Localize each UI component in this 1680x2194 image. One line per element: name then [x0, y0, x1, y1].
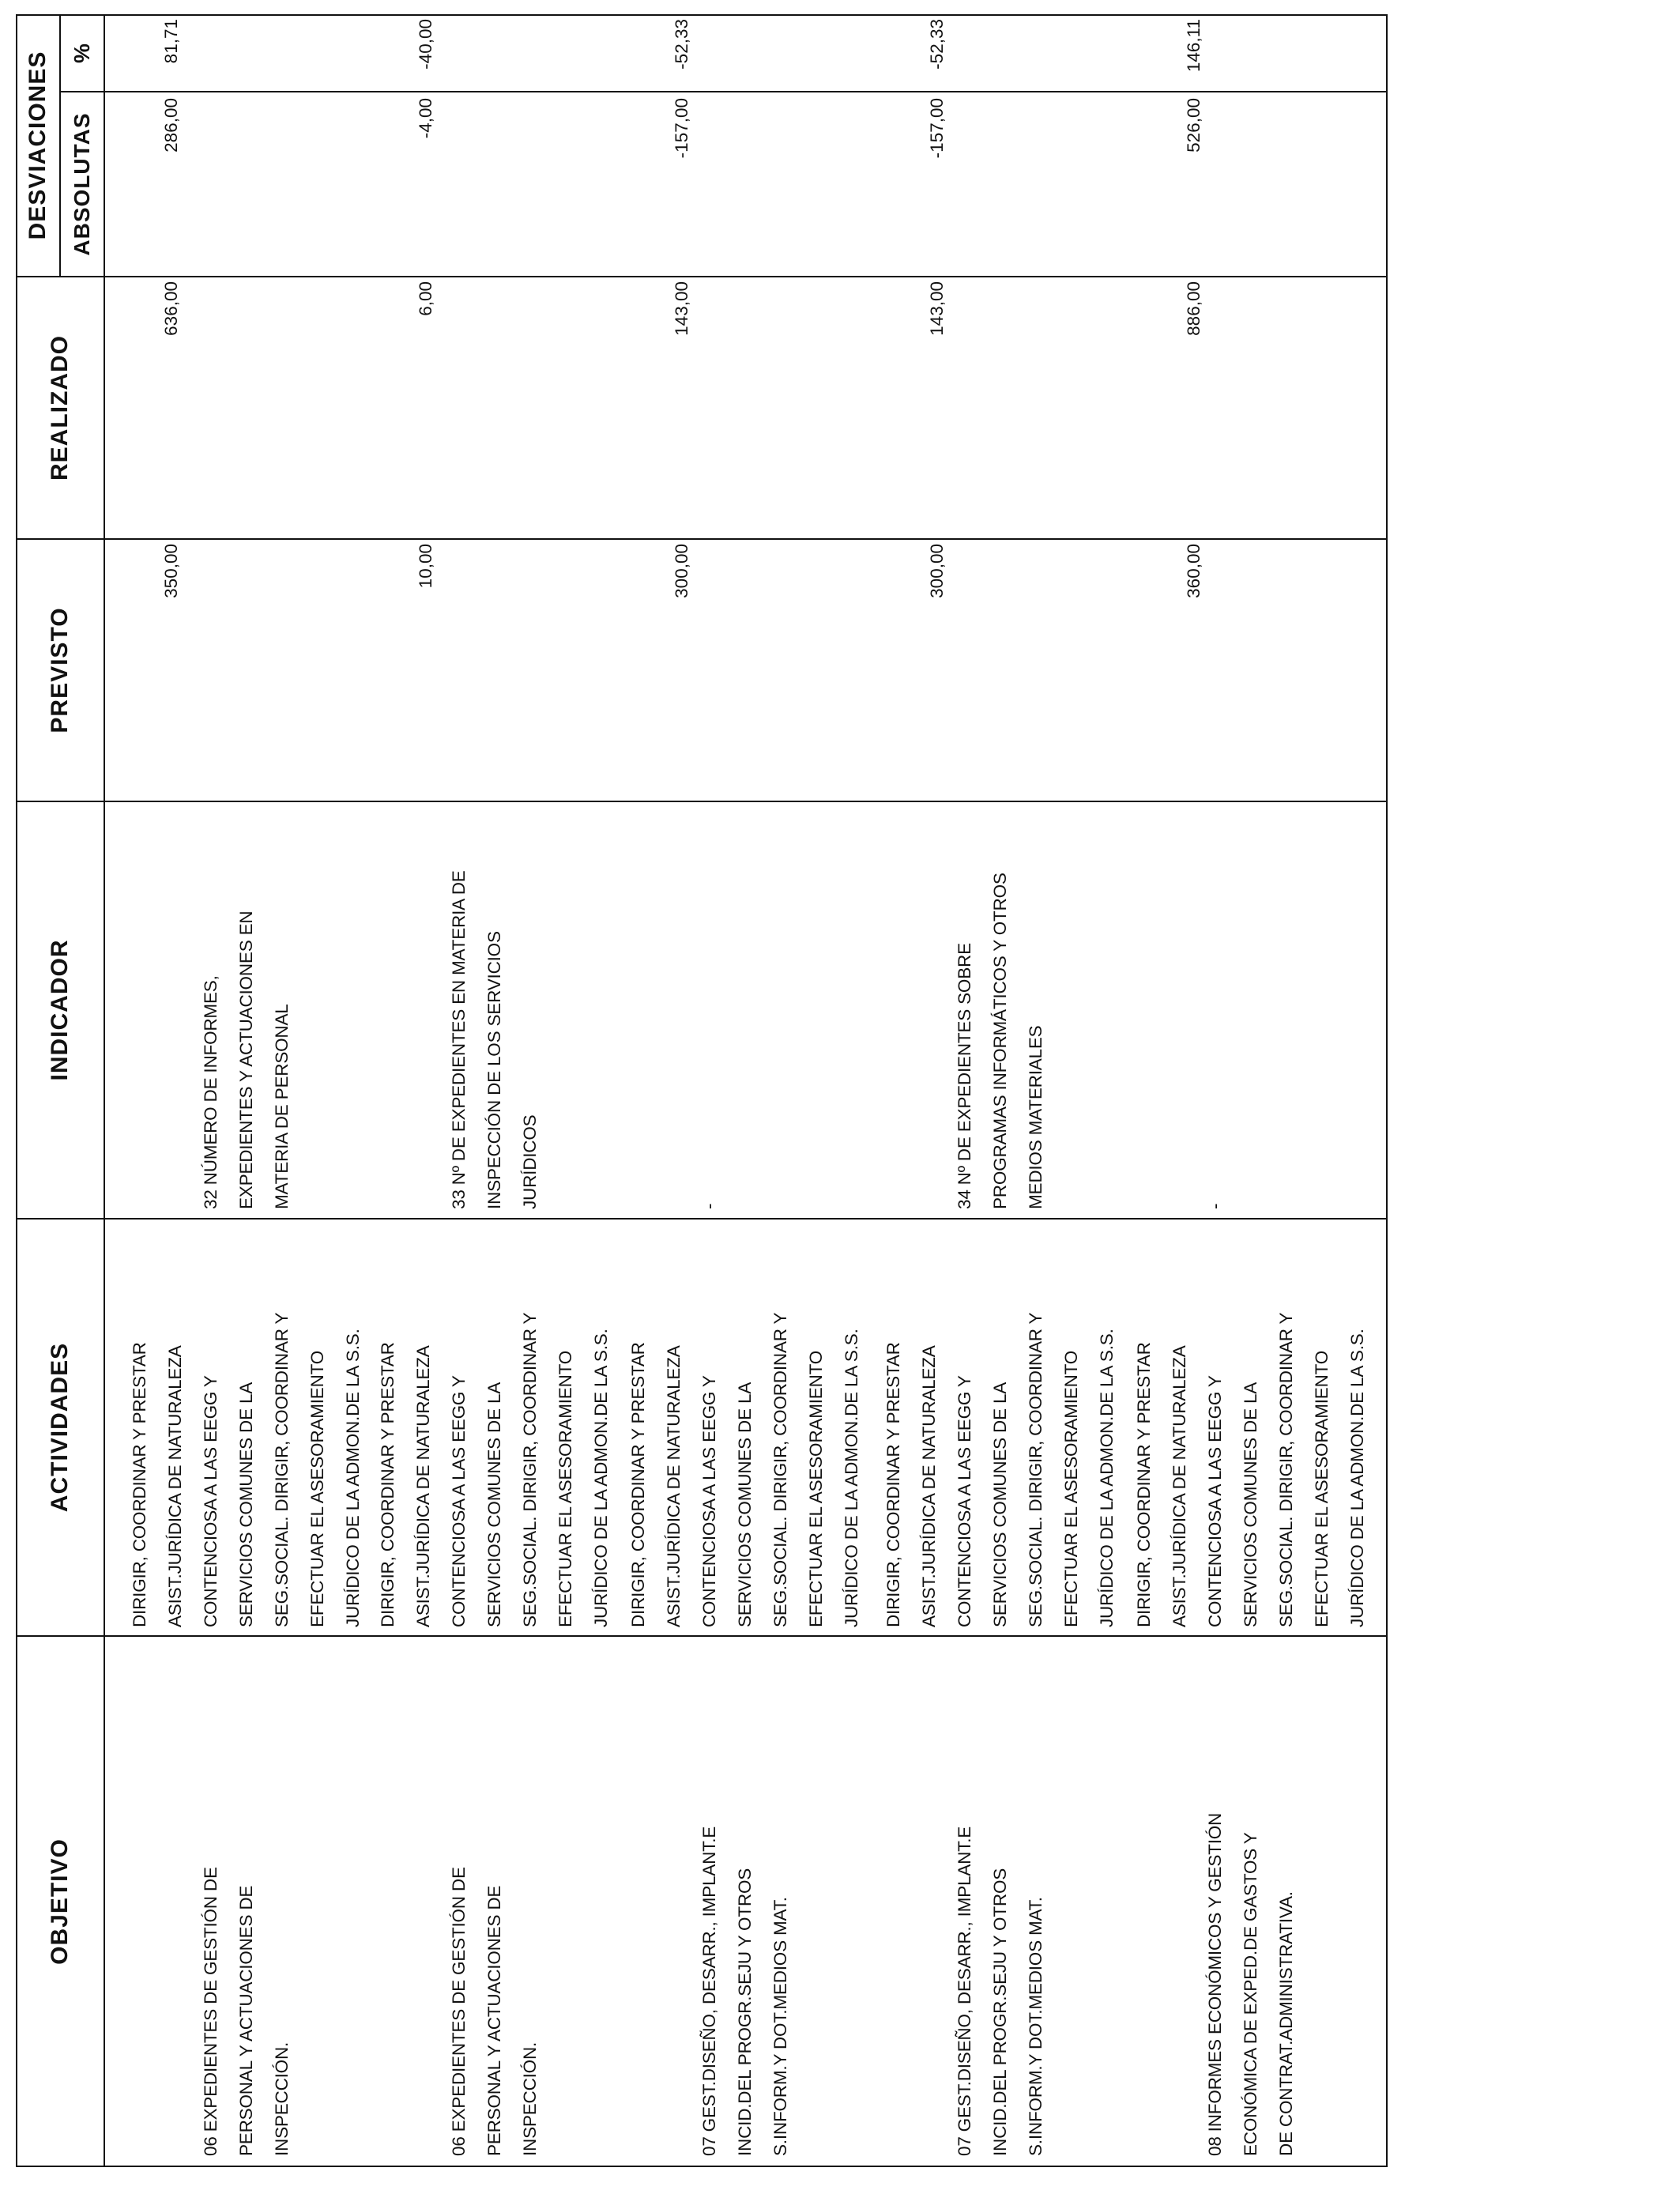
header-indicador: INDICADOR	[47, 939, 73, 1081]
table-row-absolutas: -157,00	[927, 98, 947, 159]
table-row-realizado: 6,00	[416, 281, 435, 316]
table-border-right	[16, 14, 1388, 16]
table-row-actividades: DIRIGIR, COORDINAR Y PRESTAR ASIST.JURÍDICA DE NATURALEZA CONTENCIOSA A LAS EEGG Y SERVICIOS COMUNES DE LA SEG.SOCIAL. DIRIGIR, COORDINAR Y EFECTUAR EL ASESORAMIENTO JURÍDICO DE LA ADMON.DE LA S.S.	[378, 1312, 611, 1627]
table-row-porcentaje: 146,11	[1184, 19, 1203, 73]
table-row-porcentaje: -52,33	[927, 19, 947, 70]
header-desviaciones: DESVIACIONES	[24, 51, 51, 240]
table-row-previsto: 300,00	[927, 544, 947, 598]
header-realizado: REALIZADO	[47, 335, 73, 481]
header-previsto: PREVISTO	[47, 607, 73, 733]
table-row-absolutas: 286,00	[161, 98, 181, 153]
table-row-indicador: 33 Nº DE EXPEDIENTES EN MATERIA DE INSPECCIÓN DE LOS SERVICIOS JURÍDICOS	[449, 870, 540, 1209]
table-row-objetivo: 06 EXPEDIENTES DE GESTIÓN DE PERSONAL Y ACTUACIONES DE INSPECCIÓN.	[201, 1867, 292, 2156]
table-row-actividades: DIRIGIR, COORDINAR Y PRESTAR ASIST.JURÍDICA DE NATURALEZA CONTENCIOSA A LAS EEGG Y SERVICIOS COMUNES DE LA SEG.SOCIAL. DIRIGIR, COORDINAR Y EFECTUAR EL ASESORAMIENTO JURÍDICO DE LA ADMON.DE LA S.S.	[1134, 1312, 1367, 1627]
table-row-previsto: 360,00	[1184, 544, 1203, 598]
table-row-objetivo: 08 INFORMES ECONÓMICOS Y GESTIÓN ECONÓMICA DE EXPED.DE GASTOS Y DE CONTRAT.ADMINISTRATIVA.	[1205, 1812, 1296, 2156]
table-row-indicador: 34 Nº DE EXPEDIENTES SOBRE PROGRAMAS INFORMÁTICOS Y OTROS MEDIOS MATERIALES	[955, 873, 1045, 1209]
table-row-indicador: -	[1205, 1203, 1225, 1209]
column-divider	[16, 1635, 1388, 1637]
table-row-previsto: 10,00	[416, 544, 435, 589]
table-row-realizado: 636,00	[161, 281, 181, 336]
table-row-realizado: 143,00	[672, 281, 691, 336]
table-border-top	[16, 14, 17, 2167]
rotated-table	[16, 14, 1388, 2167]
table-row-porcentaje: -52,33	[672, 19, 691, 70]
header-separator	[104, 14, 105, 2167]
header-absolutas: ABSOLUTAS	[70, 112, 94, 256]
table-row-objetivo: 07 GEST.DISEÑO, DESARR., IMPLANT.E INCID.DEL PROGR.SEJU Y OTROS S.INFORM.Y DOT.MEDIOS MAT.	[699, 1826, 790, 2156]
header-actividades: ACTIVIDADES	[47, 1342, 73, 1513]
header-objetivo: OBJETIVO	[47, 1838, 73, 1965]
table-row-previsto: 350,00	[161, 544, 181, 598]
table-row-indicador: 32 NÚMERO DE INFORMES, EXPEDIENTES Y ACTUACIONES EN MATERIA DE PERSONAL	[201, 910, 292, 1209]
desviaciones-separator	[59, 14, 61, 277]
column-divider	[16, 276, 1388, 277]
table-row-objetivo: 06 EXPEDIENTES DE GESTIÓN DE PERSONAL Y ACTUACIONES DE INSPECCIÓN.	[449, 1867, 540, 2156]
table-row-porcentaje: 81,71	[161, 19, 181, 64]
table-row-actividades: DIRIGIR, COORDINAR Y PRESTAR ASIST.JURÍDICA DE NATURALEZA CONTENCIOSA A LAS EEGG Y SERVICIOS COMUNES DE LA SEG.SOCIAL. DIRIGIR, COORDINAR Y EFECTUAR EL ASESORAMIENTO JURÍDICO DE LA ADMON.DE LA S.S.	[628, 1312, 861, 1627]
table-border-bottom	[1386, 14, 1388, 2167]
column-divider	[16, 538, 1388, 540]
table-row-absolutas: -4,00	[416, 98, 435, 139]
table-row-porcentaje: -40,00	[416, 19, 435, 70]
table-row-realizado: 143,00	[927, 281, 947, 336]
header-porcentaje: %	[70, 43, 94, 63]
table-row-absolutas: -157,00	[672, 98, 691, 159]
table-row-indicador: -	[699, 1203, 719, 1209]
column-divider	[16, 801, 1388, 802]
table-row-realizado: 886,00	[1184, 281, 1203, 336]
table-row-actividades: DIRIGIR, COORDINAR Y PRESTAR ASIST.JURÍDICA DE NATURALEZA CONTENCIOSA A LAS EEGG Y SERVICIOS COMUNES DE LA SEG.SOCIAL. DIRIGIR, COORDINAR Y EFECTUAR EL ASESORAMIENTO JURÍDICO DE LA ADMON.DE LA S.S.	[883, 1312, 1117, 1627]
table-row-actividades: DIRIGIR, COORDINAR Y PRESTAR ASIST.JURÍDICA DE NATURALEZA CONTENCIOSA A LAS EEGG Y SERVICIOS COMUNES DE LA SEG.SOCIAL. DIRIGIR, COORDINAR Y EFECTUAR EL ASESORAMIENTO JURÍDICO DE LA ADMON.DE LA S.S.	[130, 1312, 363, 1627]
table-row-objetivo: 07 GEST.DISEÑO, DESARR., IMPLANT.E INCID.DEL PROGR.SEJU Y OTROS S.INFORM.Y DOT.MEDIOS MAT.	[955, 1826, 1045, 2156]
table-border-left	[16, 2166, 1388, 2167]
column-divider	[16, 1218, 1388, 1220]
table-row-previsto: 300,00	[672, 544, 691, 598]
table-row-absolutas: 526,00	[1184, 98, 1203, 153]
